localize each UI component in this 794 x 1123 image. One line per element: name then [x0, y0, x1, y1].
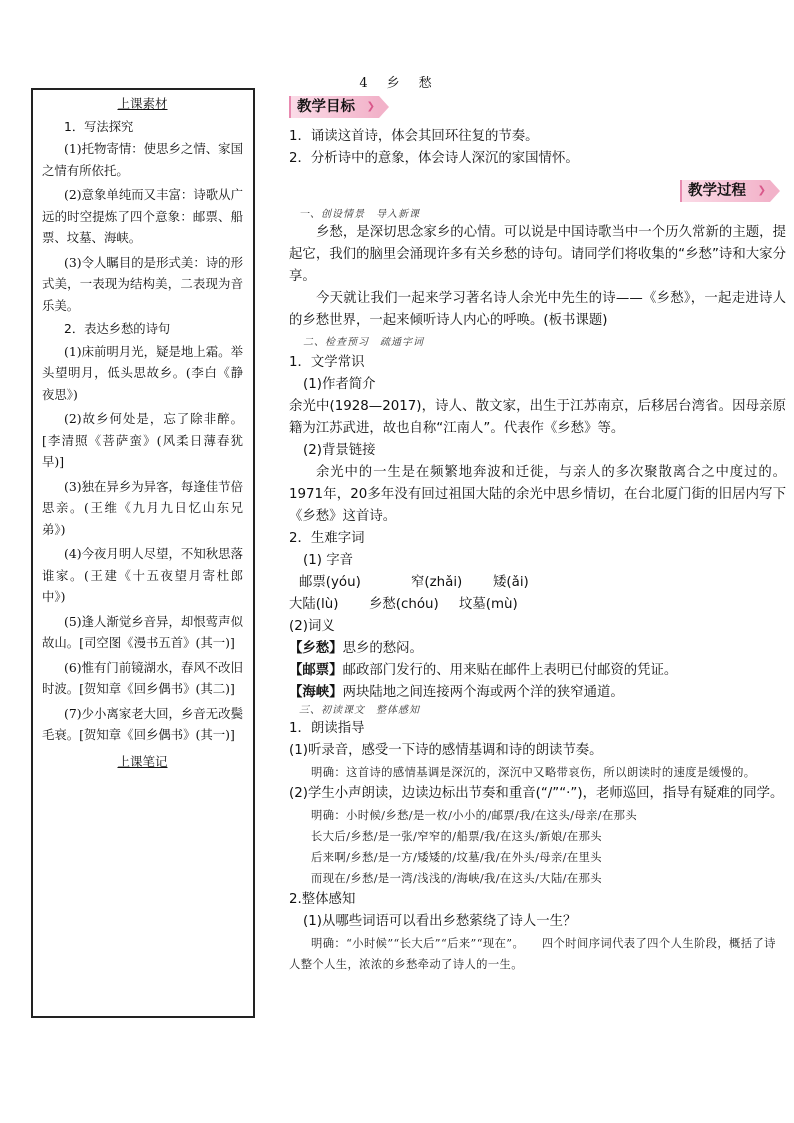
pronunciation-row	[289, 594, 786, 616]
banner-process-label: 教学过程	[688, 183, 746, 199]
pronunciation-row	[289, 572, 786, 594]
paragraph: (2)学生小声朗读，边读边标出节奏和重音(“/”“·”)，老师巡回，指导有疑难的同学。	[289, 786, 784, 801]
paragraph: (1)听录音，感受一下诗的感情基调和诗的朗读节奏。	[289, 743, 603, 758]
meaning-term: 【海峡】	[289, 685, 343, 700]
paragraph: 今天就让我们一起来学习著名诗人余光中先生的诗——《乡愁》，一起走进诗人的乡愁世界，一起来倾听诗人内心的呼唤。(板书课题)	[289, 291, 786, 328]
poem-item: (4)今夜月明人尽望，不知秋思落谁家。(王建《十五夜望月寄杜郎中》)	[42, 546, 243, 604]
meaning-term: 【乡愁】	[289, 641, 343, 656]
item-heading: 2.整体感知	[289, 892, 356, 907]
rhythm-line: 长大后/乡愁/是一张/窄窄的/船票/我/在这头/新娘/在那头	[311, 830, 602, 843]
paragraph: 乡愁，是深切思念家乡的心情。可以说是中国诗歌当中一个历久常新的主题，提起它，我们的脑里会涌现许多有关乡愁的诗句。请同学们将收集的“乡愁”诗和大家分享。	[289, 225, 786, 284]
banner-arrow-icon: ❯	[366, 101, 375, 112]
meaning-item	[289, 682, 786, 704]
meaning-item	[289, 638, 786, 660]
item-heading: (1)作者简介	[303, 377, 376, 392]
goal-item: 1．诵读这首诗，体会其回环往复的节奏。	[289, 129, 539, 144]
answer-note: 明确：“小时候”“长大后”“后来”“现在”。 四个时间序词代表了四个人生阶段，概括了诗人整个人生，浓浓的乡愁牵动了诗人的一生。	[289, 937, 776, 971]
banner-process	[680, 180, 770, 202]
meaning-item	[289, 660, 786, 682]
section-heading: 一、创设情景 导入新课	[299, 209, 420, 220]
sidebar-heading-notes: 上课笔记	[117, 753, 168, 769]
sidebar-heading-materials: 上课素材	[117, 96, 168, 111]
sidebar-subheading-techniques: 1．写法探究	[64, 119, 134, 134]
question: (1)从哪些词语可以看出乡愁萦绕了诗人一生？	[303, 914, 577, 929]
sidebar-materials	[31, 88, 255, 1018]
rhythm-line: 而现在/乡愁/是一湾/浅浅的/海峡/我/在这头/大陆/在那头	[311, 872, 602, 885]
poem-item: (6)惟有门前镜湖水，春风不改旧时波。[贺知章《回乡偶书》(其二)]	[42, 659, 243, 696]
paragraph: 余光中的一生是在频繁地奔波和迁徙，与亲人的多次聚散离合之中度过的。1971年，20多年没有回过祖国大陆的余光中思乡情切，在台北厦门街的旧居内写下《乡愁》这首诗。	[289, 465, 786, 524]
item-heading: (2)背景链接	[303, 443, 376, 458]
poem-item: (2)故乡何处是，忘了除非醉。[李清照《菩萨蛮》(风柔日薄春犹早)]	[42, 411, 243, 469]
sidebar-subheading-poems: 2．表达乡愁的诗句	[64, 322, 171, 336]
pron-word: 乡愁(chóu)	[369, 597, 439, 612]
answer-note: 明确：这首诗的感情基调是深沉的，深沉中又略带哀伤，所以朗读时的速度是缓慢的。	[311, 766, 756, 779]
poem-item: (5)逢人渐觉乡音异，却恨莺声似故山。[司空图《漫书五首》(其一)]	[42, 613, 243, 650]
goal-item: 2．分析诗中的意象，体会诗人深沉的家国情怀。	[289, 151, 579, 166]
pron-word: 矮(ǎi)	[493, 575, 529, 590]
poem-item: (1)床前明月光，疑是地上霜。举头望明月，低头思故乡。(李白《静夜思》)	[42, 343, 243, 402]
section-heading: 二、检查预习 疏通字词	[303, 337, 424, 348]
poem-item: (7)少小离家老大回，乡音无改鬓毛衰。[贺知章《回乡偶书》(其一)]	[42, 705, 243, 742]
rhythm-line: 明确：小时候/乡愁/是一枚/小小的/邮票/我/在这头/母亲/在那头	[311, 809, 638, 822]
banner-goals-label: 教学目标	[297, 99, 355, 115]
meaning-def: 思乡的愁闷。	[342, 641, 423, 656]
item-heading: 1．文学常识	[289, 355, 365, 370]
technique-item: (1)托物寄情：使思乡之情、家国之情有所依托。	[42, 141, 243, 178]
meaning-def: 邮政部门发行的、用来贴在邮件上表明已付邮资的凭证。	[342, 663, 678, 678]
technique-item: (3)令人瞩目的是形式美：诗的形式美，一表现为结构美，二表现为音乐美。	[42, 254, 243, 313]
technique-item: (2)意象单纯而又丰富：诗歌从广远的时空提炼了四个意象：邮票、船票、坟墓、海峡。	[42, 187, 243, 245]
pron-word: 邮票(yóu)	[299, 575, 361, 590]
meaning-def: 两块陆地之间连接两个海或两个洋的狭窄通道。	[342, 685, 624, 700]
pron-word: 窄(zhǎi)	[411, 575, 463, 590]
banner-arrow-icon: ❯	[757, 185, 766, 196]
poem-item: (3)独在异乡为异客，每逢佳节倍思亲。(王维《九月九日忆山东兄弟》)	[42, 478, 243, 537]
paragraph: 余光中(1928—2017)，诗人、散文家，出生于江苏南京，后移居台湾省。因母亲原籍为江苏武进，故也自称“江南人”。代表作《乡愁》等。	[289, 399, 786, 436]
item-heading: (1) 字音	[303, 553, 354, 568]
pron-word: 大陆(lù)	[289, 597, 339, 612]
rhythm-line: 后来啊/乡愁/是一方/矮矮的/坟墓/我/在外头/母亲/在里头	[311, 851, 602, 864]
banner-goals	[289, 96, 379, 118]
item-heading: (2)词义	[289, 619, 335, 634]
item-heading: 2．生难字词	[289, 531, 365, 546]
item-heading: 1．朗读指导	[289, 721, 365, 736]
main-content	[289, 96, 786, 975]
page-title: 4 乡 愁	[359, 76, 435, 91]
meaning-term: 【邮票】	[289, 663, 343, 678]
pron-word: 坟墓(mù)	[459, 597, 518, 612]
section-heading: 三、初读课文 整体感知	[299, 705, 420, 716]
